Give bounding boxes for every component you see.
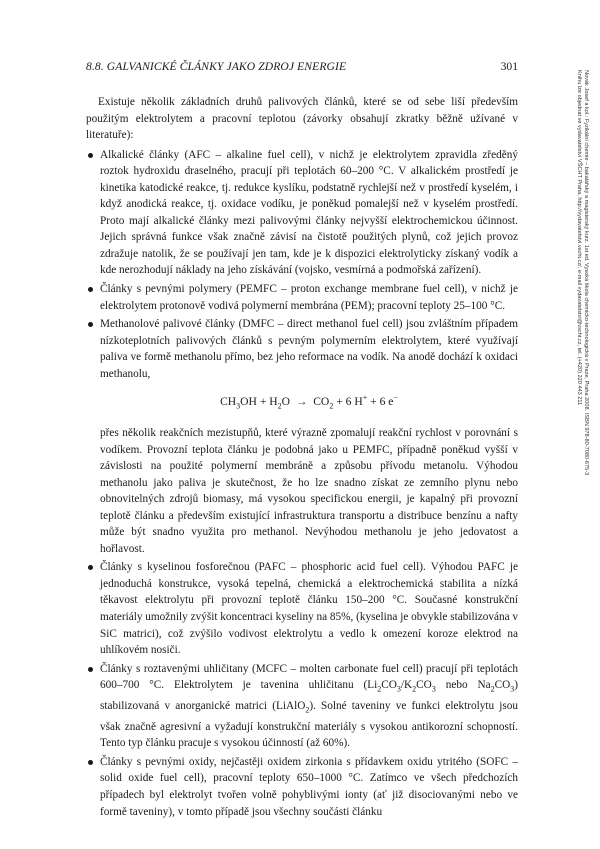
list-item-pemfc (86, 281, 518, 314)
equation-products: $CO_2 + 6$ H+ + 6 e− (313, 393, 398, 411)
citation-line: Novák Josef a kol.: Fyzikální chemie – bakalářský a magisterský kurz. 1st ed. Vysoká škola chemicko-technologická v Praze, Praha 2008. ISBN 978-80-7080-675-3 (583, 70, 589, 476)
list-item-text: Články s pevnými polymery (PEMFC – proton exchange membrane fuel cell), v nichž je elektrolytem protonově vodivá polymerní membrána (PEM); pracovní teploty 25–100 °C. (100, 283, 518, 312)
section-title: 8.8. GALVANICKÉ ČLÁNKY JAKO ZDROJ ENERGIE (86, 60, 347, 73)
bullet-icon (88, 565, 93, 570)
list-item-mcfc (86, 661, 518, 752)
equation-reactants: $CH_3OH + H_2O$ (220, 395, 291, 411)
page-number: 301 (500, 60, 518, 73)
bullet-icon (88, 287, 93, 292)
page-body (86, 94, 518, 822)
fuel-cell-list (86, 147, 518, 820)
list-item-afc (86, 147, 518, 279)
list-item-text: Methanolové palivové články (DMFC – direct methanol fuel cell) jsou zvláštním případem nízkoteplotních palivových článků s pevným polymerním elektrolytem, které využívají paliva ve formě methanolu přímo, bez jeho reformace na vodík. Na anodě dochází k oxidaci methanolu, (100, 318, 518, 380)
intro-paragraph: Existuje několik základních druhů palivových článků, které se od sebe liší především použitým elektrolytem a pracovní teplotou (závorky obsahují zkratky běžně užívané v literatuře): (86, 96, 518, 142)
list-item-dmfc (86, 316, 518, 557)
bullet-icon (88, 760, 93, 765)
list-item-text: Alkalické články (AFC – alkaline fuel cell), v nichž je elektrolytem zpravidla zředěný roztok hydroxidu draselného, pracují při teplotách 60–200 °C. V alkalickém prostředí je kinetika katodické reakce, tj. redukce kyslíku, podstatně rychlejší než v prostředí kyselém, i když anodická reakce, tj. oxidace vodíku, je poněkud pomalejší než v kyselém prostředí. Proto mají alkalické články mezi palivovými články nejvyšší elektrochemickou účinnost. Jejich správná funkce však značně závisí na čistotě použitých plynů, což jejich provoz zdražuje natolik, že se používají jen tam, kde je k dispozici elektrolyticky získaný vodík a kde nerozhodují náklady na jeho získávání (vojsko, vesmírná a podmořská zařízení). (100, 148, 518, 277)
list-item-text: Články s kyselinou fosforečnou (PAFC – phosphoric acid fuel cell). Výhodou PAFC je jednoduchá konstrukce, vysoká tepelná, chemická a elektrochemická stabilita a nízká těkavost elektrolytu při provozní teplotě článku 150–200 °C. Současné konstrukční materiály umožnily zvýšit koncentraci kyseliny na 85%, (kyselina je obvykle stabilizována v SiC matrici), což zvýšilo vodivost elektrolytu a vedlo k omezení koroze elektrod na uhlíkovém nosiči. (100, 561, 519, 657)
methanol-oxidation-equation (100, 390, 518, 415)
list-item-pafc (86, 559, 518, 658)
list-item-text: Články s roztavenými uhličitany (MCFC – molten carbonate fuel cell) pracují při teplotách 600–700 °C. Elektrolytem je tavenina uhličitanu ($Li_2CO_3/K_2CO_3$ nebo $Na_2CO_3$) stabilizovaná v anorganické matrici (LiAlO$_2$). Solné taveniny ve funkci elektrolytu jsou však značně agresivní a vyžadují konstrukční materiály s vysokou antikorozní schopností. Tento typ článku pracuje s vysokou účinností (až 60%). (100, 662, 518, 750)
list-item-continuation: přes několik reakčních mezistupňů, které výrazně zpomalují reakční rychlost v porovnání s vodíkem. Provozní teplota článku je podobná jako u PEMFC, případně poněkud vyšší v závislosti na použité polymerní membráně a způsobu přívodu metanolu. Výhodou methanolu jako paliva je skutečnost, že ho lze snadno získat ze zemního plynu nebo obnovitelných zdrojů biomasy, má vysokou specifickou energii, je kapalný při provozní teplotě článku a především existující infrastruktura transportu a distribuce benzínu a nafty může být snadno využita pro methanol. Nevýhodou methanolu je jeho jedovatost a hořlavost. (100, 427, 518, 555)
running-header (86, 60, 518, 78)
order-info-line: Knihu lze objednat ve vydavatelství VŠCHT Praha, http://vydavatelstvi.vscht.cz/, e-mail vydavatelstvi@vscht.cz, tel. (+420) 220 443 211 (575, 70, 582, 406)
citation-margin (571, 70, 589, 740)
bullet-icon (88, 322, 93, 327)
bullet-icon (88, 153, 93, 158)
list-item-sofc (86, 754, 518, 820)
bullet-icon (88, 667, 93, 672)
list-item-text: Články s pevnými oxidy, nejčastěji oxidem zirkonia s přídavkem oxidu ytritého (SOFC – solid oxide fuel cell), pracovní teploty 650–1000 °C. Zatímco ve všech předchozích případech byl elektrolyt tvořen volně pohyblivými ionty (ať již disociovanými nebo ve formě taveniny), v tomto případě jsou všechny součásti článku (100, 755, 518, 818)
reaction-arrow-icon: → (295, 395, 308, 409)
